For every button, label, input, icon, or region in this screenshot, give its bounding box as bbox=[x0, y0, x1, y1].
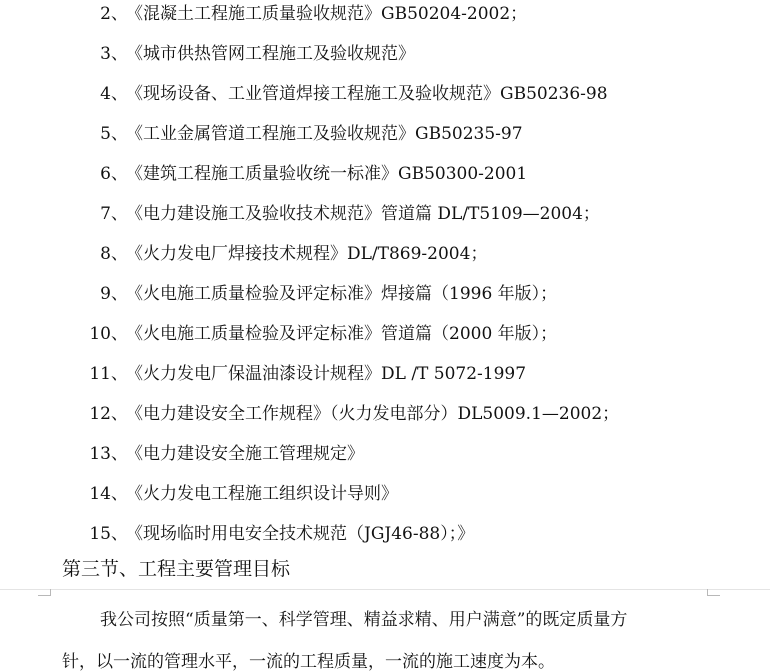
reference-number: 8、 bbox=[100, 244, 128, 264]
reference-text: 《火力发电工程施工组织设计导则》 bbox=[126, 484, 398, 504]
reference-number: 10、 bbox=[89, 324, 128, 344]
reference-number: 3、 bbox=[100, 44, 128, 64]
reference-text: 《现场设备、工业管道焊接工程施工及验收规范》GB50236-98 bbox=[126, 84, 608, 104]
reference-text: 《电力建设施工及验收技术规范》管道篇 DL/T5109—2004； bbox=[126, 204, 600, 224]
reference-text: 《混凝土工程施工质量验收规范》GB50204-2002； bbox=[126, 4, 528, 24]
reference-text: 《电力建设安全工作规程》（火力发电部分）DL5009.1—2002； bbox=[126, 404, 620, 424]
paragraph-line-1: 我公司按照“质量第一、科学管理、精益求精、用户满意”的既定质量方 bbox=[100, 610, 628, 630]
reference-text: 《工业金属管道工程施工及验收规范》GB50235-97 bbox=[126, 124, 523, 144]
section-heading: 第三节、工程主要管理目标 bbox=[62, 558, 291, 580]
reference-text: 《电力建设安全施工管理规定》 bbox=[126, 444, 364, 464]
reference-number: 13、 bbox=[89, 444, 128, 464]
reference-number: 2、 bbox=[100, 4, 128, 24]
reference-text: 《火力发电厂焊接技术规程》DL/T869-2004； bbox=[126, 244, 488, 264]
reference-number: 7、 bbox=[100, 204, 128, 224]
reference-number: 11、 bbox=[89, 364, 128, 384]
page-corner-mark-right bbox=[707, 589, 720, 596]
reference-number: 14、 bbox=[89, 484, 128, 504]
page-corner-mark-left bbox=[38, 589, 51, 596]
reference-number: 5、 bbox=[100, 124, 128, 144]
reference-text: 《火力发电厂保温油漆设计规程》DL /T 5072-1997 bbox=[126, 364, 527, 384]
reference-text: 《火电施工质量检验及评定标准》焊接篇（1996 年版）； bbox=[126, 284, 558, 304]
reference-text: 《火电施工质量检验及评定标准》管道篇（2000 年版）； bbox=[126, 324, 558, 344]
reference-number: 12、 bbox=[89, 404, 128, 424]
reference-number: 9、 bbox=[100, 284, 128, 304]
reference-number: 6、 bbox=[100, 164, 128, 184]
reference-text: 《建筑工程施工质量验收统一标准》GB50300-2001 bbox=[126, 164, 528, 184]
reference-number: 4、 bbox=[100, 84, 128, 104]
paragraph-line-2: 针，以一流的管理水平，一流的工程质量，一流的施工速度为本。 bbox=[62, 652, 555, 672]
reference-text: 《城市供热管网工程施工及验收规范》 bbox=[126, 44, 415, 64]
page-divider bbox=[0, 589, 770, 590]
reference-text: 《现场临时用电安全技术规范（JGJ46-88）；》 bbox=[126, 524, 475, 544]
reference-number: 15、 bbox=[89, 524, 128, 544]
